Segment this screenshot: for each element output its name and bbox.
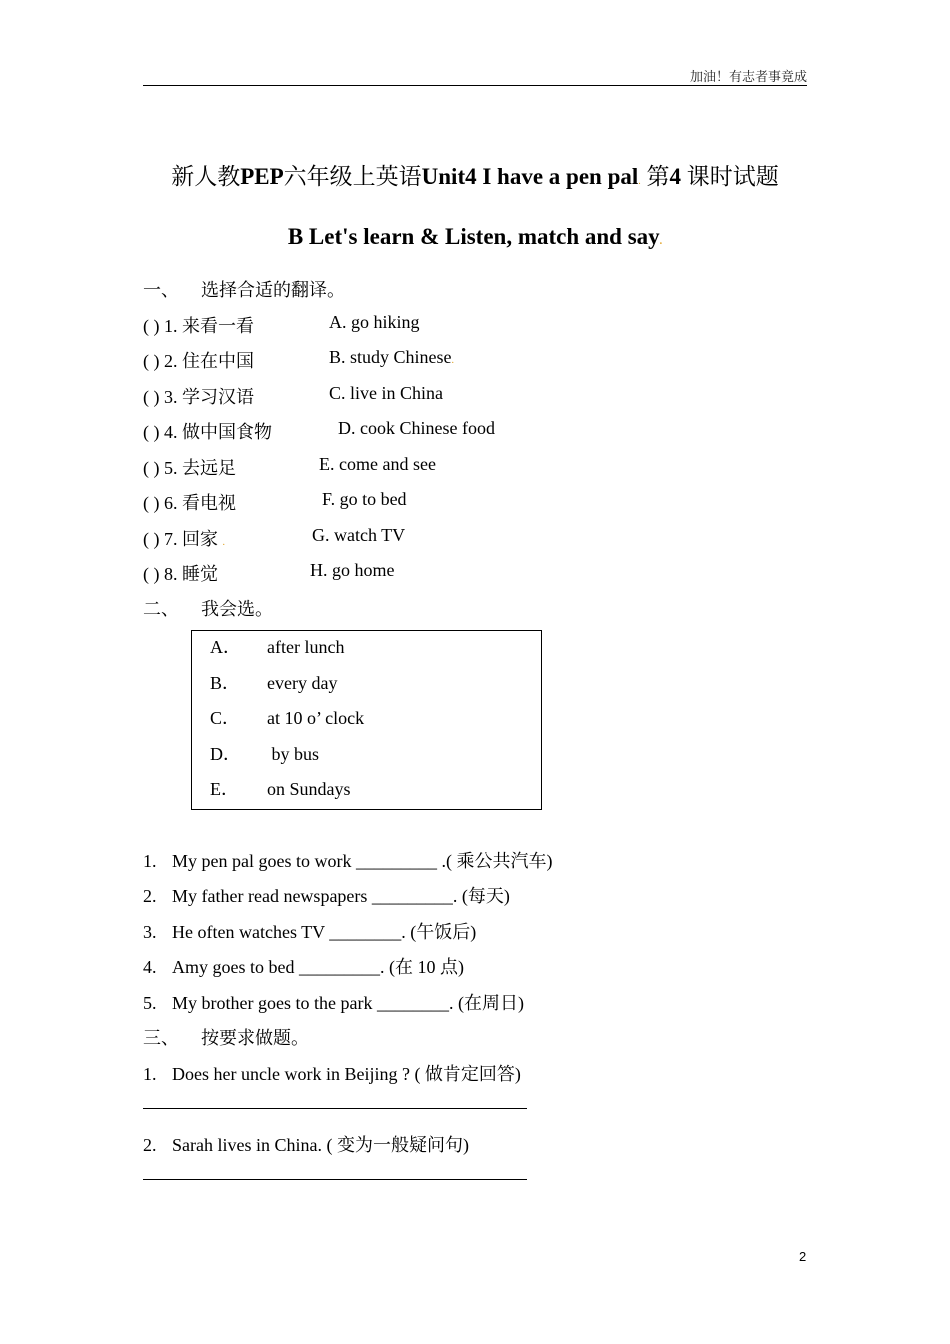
title-part-c: 六年级上英语: [283, 164, 422, 189]
title-part-g: 课时试题: [686, 164, 779, 189]
match-item-2-right: B. study Chinese.: [329, 347, 455, 367]
match-item-5-left: ( ) 5. 去远足: [143, 458, 236, 478]
title-part-f: 4: [669, 164, 682, 189]
match-item-4-right: D. cook Chinese food: [338, 418, 495, 438]
match-item-3-right: C. live in China: [329, 383, 443, 403]
section-1-heading: [143, 276, 345, 302]
title-line-2: [0, 224, 950, 250]
answer-line-1: [143, 1108, 527, 1109]
match-item-4-left: ( ) 4. 做中国食物: [143, 422, 272, 442]
title-part-e: 第: [646, 164, 670, 189]
match-item-1-right: A. go hiking: [329, 312, 420, 332]
section-1-number: 一、: [143, 280, 179, 300]
fill-question-1: 1. My pen pal goes to work _________ .( 乘公共汽车): [143, 851, 553, 871]
match-item-8-left: ( ) 8. 睡觉: [143, 564, 218, 584]
title-part-b: PEP: [240, 164, 284, 189]
option-d: D． by bus: [210, 744, 320, 764]
option-c: C． at 10 o’ clock: [210, 708, 365, 728]
fill-question-2: 2. My father read newspapers _________. (每天): [143, 886, 510, 906]
fill-question-4: 4. Amy goes to bed _________. (在 10 点): [143, 957, 464, 977]
section-3-title: 按要求做题。: [201, 1028, 309, 1048]
section-2-title: 我会选。: [201, 599, 273, 619]
match-item-2-left: ( ) 2. 住在中国: [143, 351, 254, 371]
options-box: [191, 630, 542, 810]
match-item-7-left: ( ) 7. 回家 .: [143, 529, 225, 549]
header-motto: 加油！有志者事竟成: [689, 69, 807, 84]
task-question-2: 2. Sarah lives in China. ( 变为一般疑问句): [143, 1135, 469, 1155]
fill-question-5: 5. My brother goes to the park ________. (在周日): [143, 993, 524, 1013]
header-rule: [143, 85, 807, 86]
section-2-heading: [143, 595, 273, 621]
edit-mark: .: [638, 176, 641, 187]
match-item-6-right: F. go to bed: [322, 489, 407, 509]
title-line-1: [0, 158, 950, 191]
answer-line-2: [143, 1179, 527, 1180]
title-line-2-text: B Let's learn & Listen, match and say: [287, 224, 660, 249]
match-item-3-left: ( ) 3. 学习汉语: [143, 387, 254, 407]
edit-mark: .: [659, 236, 663, 247]
option-b: B． every day: [210, 673, 338, 693]
match-item-5-right: E. come and see: [319, 454, 436, 474]
option-a: A． after lunch: [210, 637, 345, 657]
match-item-8-right: H. go home: [310, 560, 395, 580]
title-part-a: 新人教: [171, 164, 241, 189]
section-3-heading: [143, 1024, 309, 1050]
match-item-6-left: ( ) 6. 看电视: [143, 493, 236, 513]
option-e: E． on Sundays: [210, 779, 351, 799]
task-question-1: 1. Does her uncle work in Beijing ? ( 做肯定回答): [143, 1064, 521, 1084]
fill-question-3: 3. He often watches TV ________. (午饭后): [143, 922, 477, 942]
section-3-number: 三、: [143, 1028, 179, 1048]
title-part-d: Unit4 I have a pen pal: [421, 164, 639, 189]
match-item-1-left: ( ) 1. 来看一看: [143, 316, 254, 336]
page-number: 2: [799, 1249, 807, 1264]
section-2-number: 二、: [143, 599, 179, 619]
section-1-title: 选择合适的翻译。: [201, 280, 345, 300]
match-item-7-right: G. watch TV: [312, 525, 406, 545]
